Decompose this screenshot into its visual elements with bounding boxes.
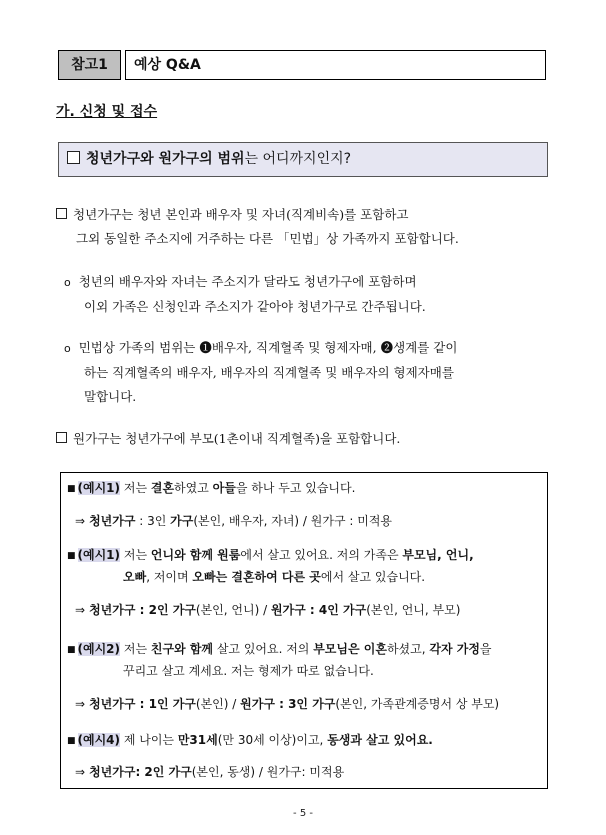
p4-line1: 원가구는 청년가구에 부모(1촌이내 직계혈족)을 포함합니다. — [73, 431, 401, 446]
text-bold: 아들 — [212, 481, 236, 495]
arrow-right-icon: ⇒ — [75, 603, 86, 617]
checkbox-icon — [67, 151, 80, 164]
text-bold: 오빠 — [123, 570, 147, 584]
example-tag: (예시4) — [77, 733, 121, 747]
paragraph-spouse — [64, 270, 426, 319]
text: (본인, 언니, 부모) — [366, 603, 461, 617]
reference-title: 예상 Q&A — [125, 50, 546, 80]
text-bold: 원가구 — [240, 697, 275, 711]
text: , 저이며 — [146, 570, 193, 584]
square-filled-bullet-icon: ■ — [67, 736, 76, 746]
p2-line1: 청년의 배우자와 자녀는 주소지가 달라도 청년가구에 포함하며 — [78, 274, 417, 289]
text: 저는 — [120, 481, 151, 495]
text: (본인) / — [195, 697, 241, 711]
text: 을 — [479, 642, 492, 656]
text-bold: : 2인 가구 — [135, 765, 192, 779]
example-4 — [67, 729, 433, 752]
text-bold: 동생과 살고 있어요. — [327, 733, 433, 747]
text-bold: 결혼 — [150, 481, 175, 495]
square-filled-bullet-icon: ■ — [67, 645, 76, 655]
example-1 — [67, 477, 355, 500]
question-box — [58, 142, 548, 177]
text-bold: 부모님, 언니, — [402, 548, 474, 562]
text-bold: 원가구 — [270, 603, 306, 617]
examples-box — [60, 472, 548, 789]
text: (본인, 가족관계증명서 상 부모) — [335, 697, 500, 711]
reference-header — [58, 50, 546, 80]
text-bold: 청년가구 — [89, 697, 136, 711]
square-bullet-icon — [56, 432, 67, 443]
text-bold: 오빠는 결혼하여 다른 곳 — [192, 570, 321, 584]
example-tag: (예시2) — [77, 642, 121, 656]
arrow-right-icon: ⇒ — [75, 765, 86, 779]
example-1-answer — [67, 510, 392, 532]
circle-bullet-icon: o — [64, 276, 71, 289]
text-bold: 가구 — [170, 514, 194, 528]
example-tag: (예시1) — [77, 548, 121, 562]
example-3-answer — [67, 693, 499, 715]
text-bold: : 3인 가구 — [274, 697, 336, 711]
example-3 — [67, 638, 492, 661]
text-bold: : 2인 가구 — [135, 603, 196, 617]
text-bold: 청년가구 — [89, 603, 136, 617]
text-bold: 부모님은 이혼 — [313, 642, 387, 656]
text-bold: 청년가구 — [89, 765, 136, 779]
example-2-answer — [67, 599, 460, 621]
example-2-line2 — [123, 566, 425, 588]
p1-line1: 청년가구는 청년 본인과 배우자 및 자녀(직계비속)를 포함하고 — [73, 207, 409, 222]
text: (만 30세 이상)이고, — [217, 733, 328, 747]
text-bold: 청년가구 — [89, 514, 136, 528]
text-bold: 만31세 — [177, 733, 218, 747]
example-tag: (예시1) — [77, 481, 121, 495]
text: 하였고 — [174, 481, 213, 495]
text: 저는 — [120, 642, 151, 656]
text: : 3인 — [135, 514, 171, 528]
text-bold: : 1인 가구 — [135, 697, 196, 711]
arrow-right-icon: ⇒ — [75, 514, 86, 528]
example-2 — [67, 544, 474, 567]
text-bold: : 4인 가구 — [305, 603, 367, 617]
p3-line3: 말합니다. — [84, 389, 137, 404]
text-bold: 언니와 함께 원룸 — [150, 548, 241, 562]
example-3-line2: 꾸리고 살고 계세요. 저는 형제가 따로 없습니다. — [123, 664, 374, 678]
p2-line2: 이외 가족은 신청인과 주소지가 같아야 청년가구로 간주됩니다. — [84, 299, 426, 314]
text: (본인, 언니) / — [195, 603, 271, 617]
reference-tag: 참고1 — [58, 50, 121, 80]
text-bold: 각자 가정 — [429, 642, 480, 656]
paragraph-origin-household — [56, 427, 400, 451]
text: 을 하나 두고 있습니다. — [235, 481, 356, 495]
question-rest: 는 어디까지인지? — [244, 151, 352, 167]
arrow-right-icon: ⇒ — [75, 697, 86, 711]
p3-line1: 민법상 가족의 범위는 ❶배우자, 직계혈족 및 형제자매, ❷생계를 같이 — [78, 340, 458, 355]
text: 제 나이는 — [120, 733, 178, 747]
text-bold: 친구와 함께 — [150, 642, 213, 656]
example-4-answer — [67, 761, 344, 783]
p1-line2: 그외 동일한 주소지에 거주하는 다른 「민법」상 가족까지 포함합니다. — [76, 231, 459, 246]
square-filled-bullet-icon: ■ — [67, 484, 76, 494]
text: (본인, 동생) / 원가구: 미적용 — [191, 765, 345, 779]
text: 저는 — [120, 548, 151, 562]
paragraph-household — [56, 203, 459, 251]
square-bullet-icon — [56, 208, 67, 219]
paragraph-civil-law — [64, 336, 554, 409]
p3-line2: 하는 직계혈족의 배우자, 배우자의 직계혈족 및 배우자의 형제자매를 — [84, 365, 454, 380]
text: 살고 있어요. 저의 — [213, 642, 314, 656]
text: 하셨고, — [386, 642, 430, 656]
question-bold: 청년가구와 원가구의 범위 — [86, 151, 245, 167]
text: 에서 살고 있어요. 저의 가족은 — [240, 548, 403, 562]
square-filled-bullet-icon: ■ — [67, 551, 76, 561]
section-title: 가. 신청 및 접수 — [56, 104, 158, 120]
circle-bullet-icon: o — [64, 342, 71, 355]
text: (본인, 배우자, 자녀) / 원가구 : 미적용 — [193, 514, 393, 528]
text: 에서 살고 있습니다. — [320, 570, 426, 584]
page-number: - 5 - — [293, 808, 313, 819]
